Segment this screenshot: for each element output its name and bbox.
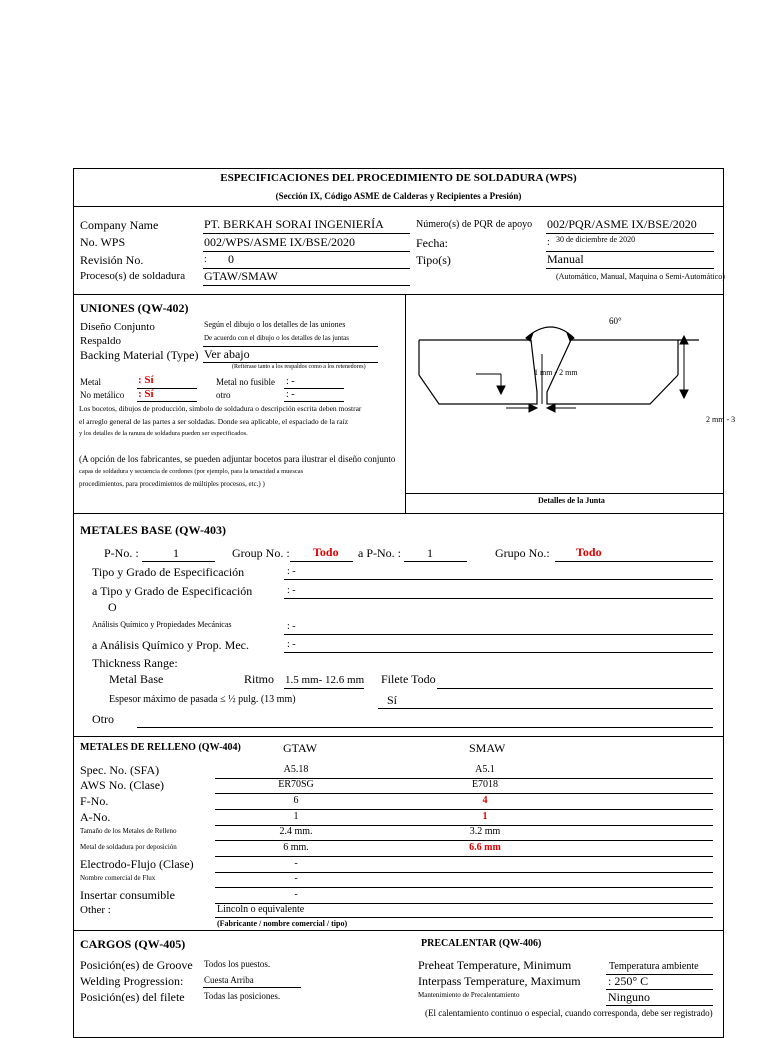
fecha-label: Fecha: — [416, 236, 448, 250]
wps-label: No. WPS — [80, 235, 126, 249]
filete-underline — [437, 688, 713, 689]
relleno-smaw-value: E7018 — [471, 779, 499, 790]
groove-label: Posición(es) de Groove — [80, 958, 193, 972]
respaldo-label: Respaldo — [80, 335, 121, 347]
ritmo-label: Ritmo — [244, 672, 275, 686]
espesor-label: Espesor máximo de pasada ≤ ½ pulg. (13 mm) — [109, 694, 296, 705]
apno-label: a P-No. : — [358, 546, 401, 560]
metal-no-fusible-value: : - — [286, 376, 295, 387]
joint-caption: Detalles de la Junta — [538, 496, 605, 505]
tipo-value: Manual — [547, 252, 584, 266]
a-tipo-grado-value: : - — [287, 585, 296, 596]
pno-value: 1 — [173, 546, 179, 560]
wps-underline — [203, 251, 410, 252]
company-value: PT. BERKAH SORAI INGENIERÍA — [204, 217, 384, 231]
precalentar-note: (El calentamiento continuo o especial, cuando corresponda, debe ser registrado) — [425, 1008, 713, 1018]
tipo-grado-value: : - — [287, 566, 296, 577]
page-subtitle: (Sección IX, Código ASME de Calderas y Recipientes a Presión) — [275, 191, 522, 201]
analisis-label: Análisis Químico y Propiedades Mecánicas — [92, 620, 232, 629]
diseno-value: Según el dibujo o los detalles de las uniones — [204, 320, 346, 329]
progression-underline — [203, 987, 301, 988]
section-divider — [73, 736, 724, 737]
espesor-underline — [378, 708, 713, 709]
proceso-label: Proceso(s) de soldadura — [80, 270, 186, 282]
root-gap-label: 1 mm - 2 mm — [534, 368, 578, 377]
relleno-gtaw-value: - — [294, 858, 298, 869]
espesor-value: Sí — [387, 693, 398, 707]
interpass-value: : 250° C — [608, 974, 649, 988]
otro-label: otro — [216, 390, 231, 400]
company-underline — [203, 233, 410, 234]
col-smaw: SMAW — [469, 741, 506, 755]
relleno-gtaw-value: - — [294, 873, 298, 884]
other-note: (Fabricante / nombre comercial / tipo) — [217, 919, 348, 928]
relleno-row-label: Insertar consumible — [80, 888, 175, 902]
joint-detail-drawing — [406, 296, 724, 493]
filete-pos-value: Todas las posiciones. — [204, 991, 281, 1001]
uniones-note-2: el arreglo general de las partes a ser soldadas. Donde sea aplicable, el espaciado de la raíz — [79, 417, 349, 426]
group-underline — [290, 561, 353, 562]
relleno-row-underline — [215, 840, 713, 841]
mantenimiento-value: Ninguno — [608, 990, 650, 1004]
tipo-note: (Automático, Manual, Maquina o Semi-Automático) — [556, 272, 725, 281]
revision-colon: : — [204, 254, 207, 265]
relleno-row-label: Tamaño de los Metales de Relleno — [80, 827, 177, 835]
preheat-value: Temperatura ambiente — [609, 961, 699, 972]
ritmo-value: 1.5 mm- 12.6 mm — [285, 674, 365, 686]
grupo-underline — [555, 561, 713, 562]
ritmo-underline — [284, 688, 364, 689]
relleno-gtaw-value: A5.18 — [283, 764, 309, 775]
uniones-title: UNIONES (QW-402) — [80, 301, 189, 315]
tipo-grado-underline — [284, 579, 713, 580]
progression-value: Cuesta Arriba — [204, 975, 254, 985]
a-analisis-label: a Análisis Químico y Prop. Mec. — [92, 638, 249, 652]
uniones-note-5: capas de soldadura y secuencia de cordones (por ejemplo, para la tenacidad a muescas — [79, 468, 304, 475]
other-label: Other : — [80, 904, 111, 916]
fecha-value: 30 de diciembre de 2020 — [556, 235, 636, 244]
other-value: Lincoln o equivalente — [217, 904, 305, 915]
section-divider — [73, 294, 724, 295]
tipo-grado-label: Tipo y Grado de Especificación — [92, 565, 245, 579]
relleno-gtaw-value: 2.4 mm. — [279, 826, 313, 837]
angle-label: 60° — [609, 316, 622, 326]
grupo-value: Todo — [576, 545, 602, 559]
relleno-row-label: Electrodo-Flujo (Clase) — [80, 857, 194, 871]
grupo-label: Grupo No.: — [495, 546, 550, 560]
metal-no-fusible-label: Metal no fusible — [216, 377, 275, 387]
cargos-title: CARGOS (QW-405) — [80, 937, 186, 951]
root-face-label: 2 mm - 3 — [706, 415, 736, 424]
filete-label: Filete Todo — [381, 672, 436, 686]
pno-label: P-No. : — [104, 546, 139, 560]
proceso-underline — [203, 285, 410, 286]
relleno-title: METALES DE RELLENO (QW-404) — [80, 742, 241, 753]
diseno-label: Diseño Conjunto — [80, 321, 155, 333]
interpass-label: Interpass Temperature, Maximum — [418, 974, 581, 988]
relleno-row-label: F-No. — [80, 794, 109, 808]
a-tipo-grado-underline — [284, 598, 713, 599]
a-analisis-value: : - — [287, 639, 296, 650]
otro-underline — [284, 401, 344, 402]
uniones-note-1: Los bocetos, dibujos de producción, símbolo de soldadura o descripción escrita deben mostrar — [79, 404, 362, 413]
relleno-gtaw-value: 1 — [293, 811, 299, 822]
proceso-value: GTAW/SMAW — [204, 269, 278, 283]
company-label: Company Name — [80, 218, 159, 232]
section-divider — [73, 513, 724, 514]
fecha-colon: : — [547, 237, 550, 248]
revision-value: 0 — [228, 252, 234, 266]
relleno-row-underline — [215, 887, 713, 888]
o-label: O — [108, 600, 117, 614]
header-divider — [73, 206, 724, 207]
progression-label: Welding Progression: — [80, 974, 184, 988]
relleno-row-underline — [215, 856, 713, 857]
tipo-underline — [546, 268, 714, 269]
respaldo-value: De acuerdo con el dibujo o los detalles de las juntas — [204, 334, 350, 342]
apno-underline — [404, 561, 467, 562]
relleno-smaw-value: 1 — [482, 811, 488, 822]
a-analisis-underline — [284, 652, 713, 653]
pno-underline — [142, 561, 215, 562]
apno-value: 1 — [427, 546, 433, 560]
analisis-value: : - — [287, 621, 296, 632]
relleno-row-label: A-No. — [80, 810, 111, 824]
no-metalico-value: : Sí — [138, 388, 154, 400]
relleno-gtaw-value: 6 mm. — [283, 842, 309, 853]
relleno-row-label: Metal de soldadura por deposición — [80, 843, 177, 851]
drawing-caption-divider — [406, 493, 724, 494]
group-value: Todo — [313, 545, 339, 559]
relleno-gtaw-value: - — [294, 889, 298, 900]
preheat-label: Preheat Temperature, Minimum — [418, 958, 572, 972]
analisis-underline — [284, 634, 713, 635]
backing-value: Ver abajo — [204, 347, 250, 361]
backing-label: Backing Material (Type) — [80, 348, 199, 362]
relleno-gtaw-value: ER70SG — [278, 779, 314, 790]
relleno-row-underline — [215, 793, 713, 794]
pqr-label: Número(s) de PQR de apoyo — [416, 219, 533, 230]
pqr-value: 002/PQR/ASME IX/BSE/2020 — [547, 217, 697, 231]
otro-base-label: Otro — [92, 712, 114, 726]
metal-label: Metal — [80, 377, 101, 387]
otro-base-underline — [137, 727, 713, 728]
relleno-gtaw-value: 6 — [293, 795, 299, 806]
filete-pos-label: Posición(es) del filete — [80, 990, 185, 1004]
precalentar-title: PRECALENTAR (QW-406) — [421, 938, 542, 949]
thickness-label: Thickness Range: — [92, 656, 178, 670]
uniones-note-6: procedimientos, para procedimientos de múltiples procesos, etc.) ) — [79, 480, 265, 488]
pqr-underline — [546, 233, 714, 234]
relleno-row-label: Spec. No. (SFA) — [80, 763, 160, 777]
metales-base-title: METALES BASE (QW-403) — [80, 523, 227, 537]
no-metalico-underline — [137, 401, 197, 402]
relleno-row-label: AWS No. (Clase) — [80, 778, 165, 792]
mantenimiento-label: Mantenimiento de Precalentamiento — [418, 991, 520, 999]
relleno-smaw-value: A5.1 — [475, 764, 495, 775]
relleno-row-underline — [215, 809, 713, 810]
a-tipo-grado-label: a Tipo y Grado de Especificación — [92, 584, 253, 598]
backing-note: (Refiérase tanto a los respaldos como a los retenedores) — [232, 364, 366, 370]
uniones-note-4: (A opción de los fabricantes, se pueden adjuntar bocetos para ilustrar el diseño conjunto — [79, 454, 396, 464]
relleno-row-label: Nombre comercial de Flux — [80, 874, 156, 882]
backing-underline — [203, 362, 378, 363]
otro-value: : - — [286, 389, 295, 400]
mantenimiento-underline — [606, 1005, 713, 1006]
wps-value: 002/WPS/ASME IX/BSE/2020 — [204, 235, 356, 249]
col-gtaw: GTAW — [283, 741, 318, 755]
metal-base-label: Metal Base — [109, 672, 164, 686]
revision-label: Revisión No. — [80, 253, 144, 267]
groove-value: Todos los puestos. — [204, 959, 271, 969]
group-label: Group No. : — [232, 546, 290, 560]
relleno-smaw-value: 4 — [482, 795, 488, 806]
uniones-note-3: y los detalles de la ranura de soldadura pueden ser especificados. — [79, 430, 248, 437]
metal-value: : Sí — [138, 374, 154, 386]
section-divider — [73, 930, 724, 931]
other-underline — [215, 917, 713, 918]
page-title: ESPECIFICACIONES DEL PROCEDIMIENTO DE SOLDADURA (WPS) — [220, 172, 577, 184]
relleno-row-underline — [215, 872, 713, 873]
no-metalico-label: No metálico — [80, 390, 125, 400]
relleno-smaw-value: 6.6 mm — [469, 842, 501, 853]
relleno-smaw-value: 3.2 mm — [469, 826, 501, 837]
tipo-label: Tipo(s) — [416, 253, 451, 267]
